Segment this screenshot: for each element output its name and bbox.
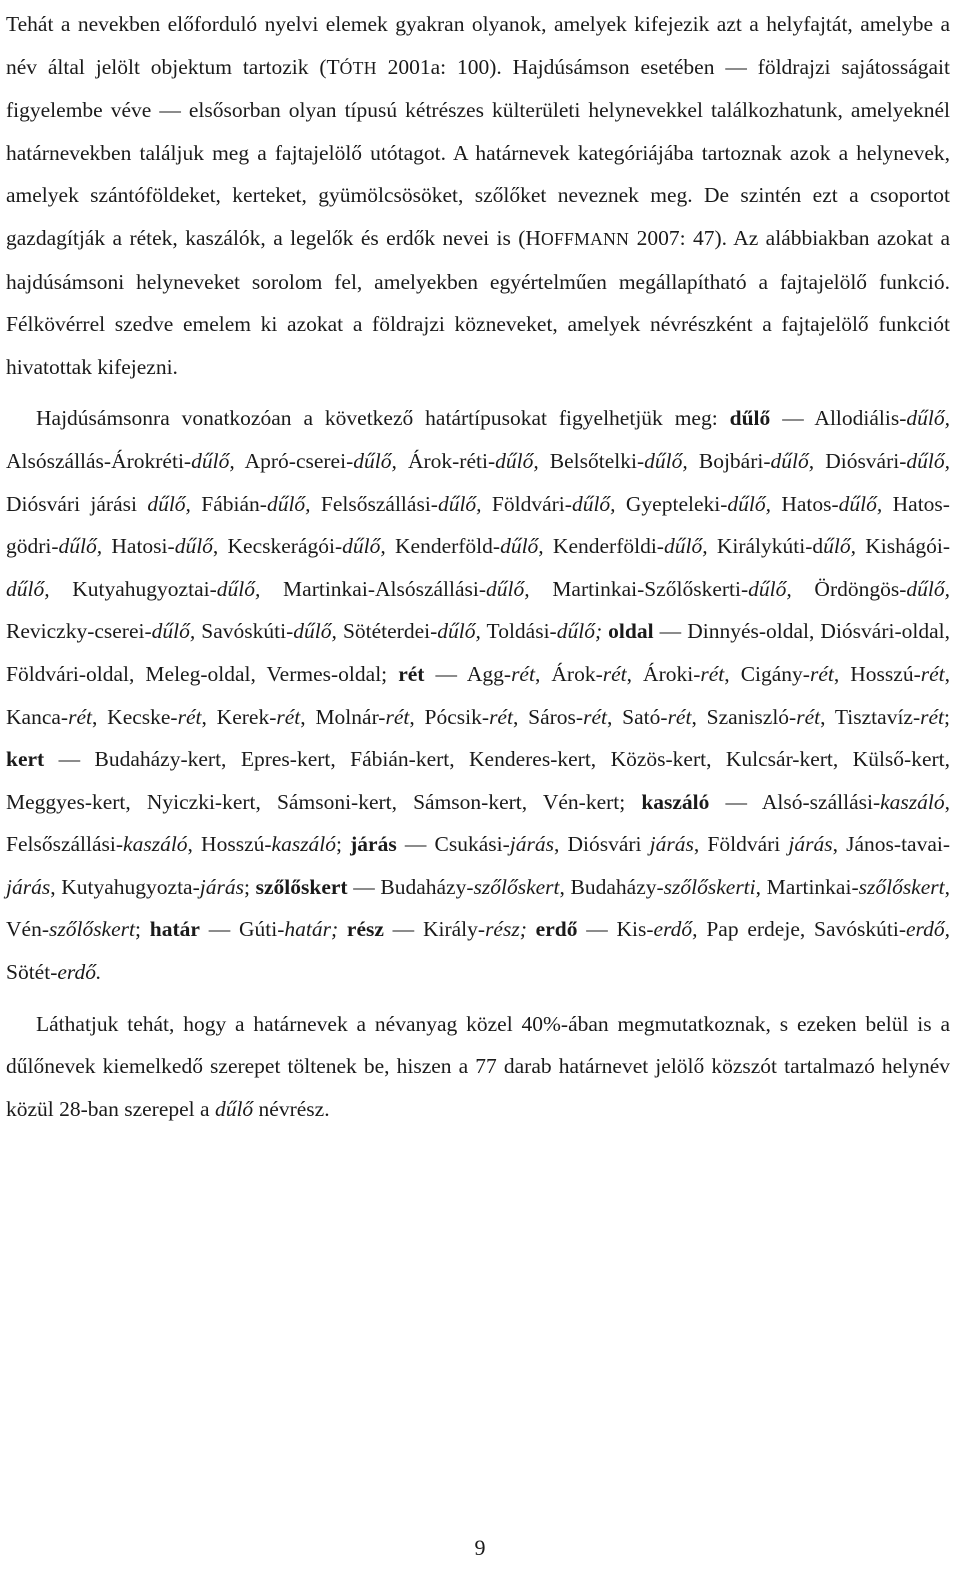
text-run: , Martinkai- xyxy=(755,874,859,899)
text-run: , Cigány- xyxy=(724,661,810,686)
italic-run: szőlőskert xyxy=(48,917,135,942)
text-run: ; xyxy=(243,874,256,899)
italic-run: dűlő, xyxy=(495,448,539,473)
text-run: , Kutyahugyozta- xyxy=(50,874,200,899)
text-run: Hatos- xyxy=(771,491,839,516)
text-run: , Ároki- xyxy=(626,661,701,686)
italic-run: járás xyxy=(649,832,694,857)
italic-run: dűlő, xyxy=(58,534,103,559)
text-run: ; xyxy=(336,832,351,857)
italic-run: dűlő, xyxy=(838,491,883,516)
italic-run: dűlő, xyxy=(770,448,815,473)
italic-run: rét xyxy=(68,704,92,729)
body-text xyxy=(6,3,950,1130)
italic-run: járás xyxy=(6,874,51,899)
text-run: Földvári- xyxy=(481,491,572,516)
italic-run: kaszáló xyxy=(880,789,945,814)
paragraph-hatartipusok-list xyxy=(6,397,950,993)
italic-run: rész; xyxy=(485,917,527,942)
text-run: , Kanca- xyxy=(6,661,951,729)
text-run: Hatos-gödri- xyxy=(6,491,950,559)
italic-run: dűlő, xyxy=(906,448,951,473)
italic-run: szőlőskert xyxy=(473,874,560,899)
italic-run: dűlő, xyxy=(216,576,261,601)
text-run: Sötéterdei- xyxy=(336,619,438,644)
text-run: , Hosszú- xyxy=(187,832,272,857)
italic-run: űlő, xyxy=(823,534,856,559)
text-run: Bojbári- xyxy=(687,448,771,473)
italic-run: erdő, xyxy=(906,917,950,942)
paragraph-conclusion xyxy=(6,1003,950,1131)
italic-run: kaszáló xyxy=(271,832,337,857)
italic-run: dűlő, xyxy=(342,534,386,559)
text-run: — Allodiális- xyxy=(770,406,907,431)
italic-run: dűlő, xyxy=(191,448,235,473)
italic-run: szőlőskert xyxy=(858,874,945,899)
text-run: , Sáros- xyxy=(512,704,584,729)
text-run: Belsőtelki- xyxy=(538,448,645,473)
smallcaps-run: OFFMANN xyxy=(540,228,630,249)
text-run: — Agg- xyxy=(424,661,512,686)
text-run: , Sató- xyxy=(606,704,668,729)
bold-run: kert xyxy=(6,747,45,772)
italic-run: dűlő, xyxy=(266,491,311,516)
bold-run: rész xyxy=(346,917,384,942)
text-run: , Tisztavíz- xyxy=(820,704,921,729)
italic-run: rét xyxy=(177,704,202,729)
text-run: , Vén- xyxy=(6,874,950,942)
italic-run: dűlő, xyxy=(748,576,792,601)
italic-run: kaszáló xyxy=(123,832,188,857)
text-run: névrész. xyxy=(253,1096,330,1121)
italic-run: rét xyxy=(667,704,692,729)
italic-run: járás xyxy=(509,832,554,857)
text-run: Kishágói- xyxy=(855,534,950,559)
text-run: , Diósvári xyxy=(553,832,650,857)
text-run: Diósvári járási xyxy=(6,491,148,516)
text-run xyxy=(338,917,347,941)
text-run: , Pócsik- xyxy=(409,704,490,729)
text-run: Felsőszállási- xyxy=(310,491,438,516)
italic-run: dűlő, xyxy=(353,448,397,473)
text-run: Martinkai-Szőlőskerti- xyxy=(529,576,749,601)
text-run: Tehát a nevekben előforduló nyelvi elemek gyakran olyanok, amelyek kifejezik azt a helyfajtát, amelybe a név által jelölt objektum tartozik (T xyxy=(6,12,950,79)
italic-run: dűlő, xyxy=(147,491,191,516)
text-run: Kenderföld- xyxy=(385,534,501,559)
bold-run: határ xyxy=(149,917,200,942)
italic-run: dűlő, xyxy=(486,576,530,601)
text-run: Reviczky-cserei- xyxy=(6,619,152,644)
text-run: Kenderföldi- xyxy=(543,534,664,559)
italic-run: rét xyxy=(920,704,945,729)
text-run: ; xyxy=(944,704,950,729)
italic-run: dűlő; xyxy=(556,619,603,644)
bold-run: dűlő xyxy=(729,406,771,431)
smallcaps-run: ÓTH xyxy=(339,57,377,78)
text-run: 2001a: 100). Hajdúsámson esetében — földrajzi sajátosságait figyelembe véve — elsősorban olyan típusú kétrészes külterületi helynevekkel találkozhatunk, amelyeknél határnevekben találjuk meg a fajtajelölő utótagot. A határnevek kategóriájába tartoznak azok a helynevek, amelyek szántóföldeket, kerteket, gyümölcsösöket, szőlőket neveznek meg. De szintén ezt a csoportot gazdagítják a rétek, kaszálók, a legelők és erdők nevei is (H xyxy=(6,54,950,250)
italic-run: dűlő xyxy=(174,534,213,559)
text-run: Sötét- xyxy=(6,960,58,985)
text-run: — Budaházy-kert, Epres-kert, Fábián-kert, Kenderes-kert, Közös-kert, Kulcsár-kert, Külső-kert, Meggyes-kert, Nyiczki-kert, Sámsoni-kert, Sámson-kert, Vén-kert; xyxy=(6,747,950,814)
text-run: , Kecske- xyxy=(91,704,178,729)
text-run: , Kerek- xyxy=(201,704,277,729)
paragraph-fajtajelolo-intro xyxy=(6,3,950,388)
italic-run: dűlő, xyxy=(727,491,771,516)
italic-run: dűlő, xyxy=(906,576,950,601)
bold-run: szőlőskert xyxy=(255,874,348,899)
text-run: 2007: 47). Az alábbiakban azokat a hajdúsámsoni helyneveket sorolom fel, amelyekben egyértelműen megállapítható a fajtajelölő funkció. Félkövérrel szedve emelem ki azokat a földrajzi közneveket, amelyek névrészként a fajtajelölő funkciót hivatottak kifejezni. xyxy=(6,225,951,379)
text-run: Apró-cserei- xyxy=(234,448,354,473)
text-run: ; xyxy=(134,917,150,942)
text-run: — Csukási- xyxy=(396,832,510,857)
italic-run: rét xyxy=(920,661,945,686)
italic-run: dűlő, xyxy=(6,576,50,601)
text-run: Gyepteleki- xyxy=(615,491,728,516)
text-run: , Felsőszállási- xyxy=(6,789,950,857)
italic-run: rét xyxy=(511,661,535,686)
text-run: Martinkai-Alsószállási- xyxy=(260,576,487,601)
italic-run: dűlő xyxy=(214,1096,254,1121)
text-run: , Hosszú- xyxy=(833,661,921,686)
text-run: — Kis- xyxy=(577,917,654,942)
italic-run: rét xyxy=(583,704,607,729)
italic-run: erdő. xyxy=(57,960,102,985)
italic-run: dűlő, xyxy=(663,534,708,559)
text-run: Hajdúsámsonra vonatkozóan a következő határtípusokat figyelhetjük meg: xyxy=(36,406,730,431)
italic-run: erdő, xyxy=(653,917,698,942)
bold-run: oldal xyxy=(608,619,654,644)
text-run: Fábián- xyxy=(190,491,267,516)
text-run: Királykúti-d xyxy=(707,534,824,559)
text-run: Hatosi- xyxy=(102,534,175,559)
text-run: Árok-réti- xyxy=(396,448,496,473)
italic-run: dűlő, xyxy=(293,619,337,644)
italic-run: dűlő, xyxy=(437,491,482,516)
italic-run: rét xyxy=(700,661,725,686)
text-run: , János-tavai- xyxy=(832,832,951,857)
text-run xyxy=(527,917,536,941)
italic-run: rét xyxy=(809,661,834,686)
text-run: — Dinnyés-oldal, Diósvári-oldal, Földvári-oldal, Meleg-oldal, Vermes-oldal; xyxy=(6,619,950,686)
bold-run: járás xyxy=(350,832,397,857)
text-run: Diósvári- xyxy=(814,448,907,473)
text-run: — Budaházy- xyxy=(347,874,474,899)
italic-run: dűlő, xyxy=(500,534,544,559)
italic-run: dűlő, xyxy=(571,491,616,516)
text-run: Pap erdeje, Savóskúti- xyxy=(697,917,906,942)
text-run: , Budaházy- xyxy=(559,874,664,899)
italic-run: rét xyxy=(602,661,627,686)
bold-run: erdő xyxy=(535,917,578,942)
text-run: Toldási- xyxy=(480,619,557,644)
text-run: — Gúti- xyxy=(199,917,285,942)
page-number: 9 xyxy=(474,1535,486,1560)
italic-run: szőlőskerti xyxy=(663,874,756,899)
text-run: — Király- xyxy=(383,917,486,942)
italic-run: dűlő, xyxy=(437,619,481,644)
italic-run: rét xyxy=(385,704,410,729)
italic-run: dűlő, xyxy=(151,619,196,644)
italic-run: dűlő, xyxy=(906,406,950,431)
italic-run: járás xyxy=(788,832,833,857)
text-run: Láthatjuk tehát, hogy a határnevek a névanyag közel 40%-ában megmutatkoznak, s ezeken belül is a dűlőnevek kiemelkedő szerepet töltenek be, hiszen a 77 darab határnevet jelölő közszót tartalmazó helynév közül 28-ban szerepel a xyxy=(6,1011,950,1121)
text-run: Alsószállás-Árokréti- xyxy=(6,448,192,473)
italic-run: dűlő, xyxy=(644,448,688,473)
text-run: , Molnár- xyxy=(300,704,386,729)
italic-run: határ; xyxy=(284,917,339,942)
italic-run: rét xyxy=(796,704,821,729)
italic-run: rét xyxy=(276,704,301,729)
bold-run: kaszáló xyxy=(641,789,710,814)
text-run: , Szaniszló- xyxy=(691,704,797,729)
text-run: , Földvári xyxy=(693,832,789,857)
text-run: Savóskúti- xyxy=(195,619,294,644)
text-run: Ördöngös- xyxy=(791,576,907,601)
text-run: , Kecskerágói- xyxy=(212,534,343,559)
bold-run: rét xyxy=(398,661,425,686)
italic-run: rét xyxy=(489,704,513,729)
text-run: Kutyahugyoztai- xyxy=(49,576,217,601)
text-run: , Árok- xyxy=(534,661,603,686)
italic-run: járás xyxy=(199,874,244,899)
text-run: — Alsó-szállási- xyxy=(709,789,881,814)
